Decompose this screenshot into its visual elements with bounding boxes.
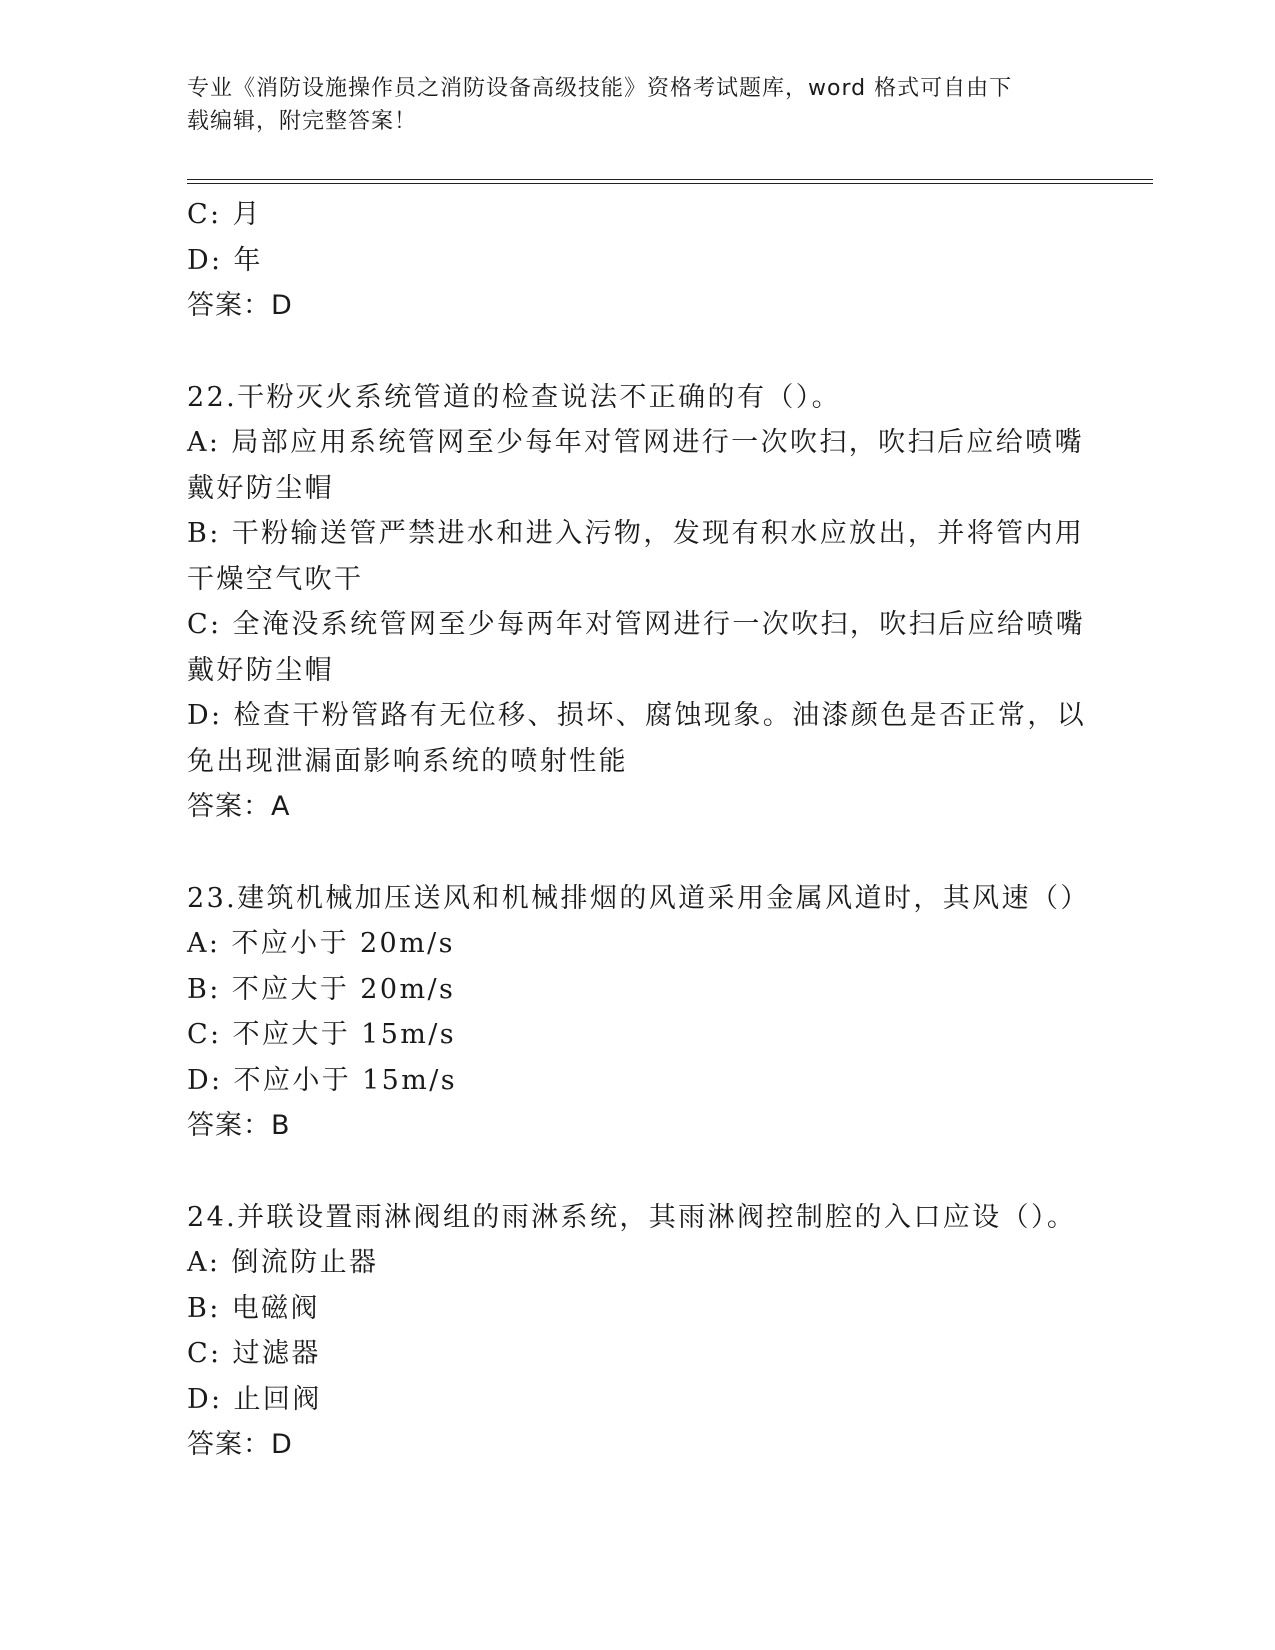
q22-option-d-line1: D: 检查干粉管路有无位移、损坏、腐蚀现象。油漆颜色是否正常，以 <box>187 700 1087 731</box>
q24-option-d: D: 止回阀 <box>187 1383 322 1415</box>
header-divider-bottom <box>187 183 1153 184</box>
q23-option-b: B: 不应大于 20m/s <box>187 973 456 1005</box>
q23-option-d: D: 不应小于 15m/s <box>187 1064 458 1096</box>
q22-answer: 答案：A <box>187 791 291 822</box>
header-line-2: 载编辑，附完整答案！ <box>187 109 418 134</box>
q24-option-a: A: 倒流防止器 <box>187 1247 379 1278</box>
q22-option-d-line2: 免出现泄漏面影响系统的喷射性能 <box>187 745 628 777</box>
q24-answer: 答案：D <box>187 1429 293 1460</box>
q22-option-b-line1: B: 干粉输送管严禁进水和进入污物，发现有积水应放出，并将管内用 <box>187 518 1085 549</box>
q22-option-c-line2: 戴好防尘帽 <box>187 654 334 686</box>
q23-stem: 23.建筑机械加压送风和机械排烟的风道采用金属风道时，其风速（） <box>187 882 1090 914</box>
q22-option-c-line1: C: 全淹没系统管网至少每两年对管网进行一次吹扫，吹扫后应给喷嘴 <box>187 609 1086 640</box>
document-header <box>187 72 1067 138</box>
spacer <box>187 830 1087 876</box>
q24-option-c: C: 过滤器 <box>187 1338 321 1369</box>
q23-option-a: A: 不应小于 20m/s <box>187 928 455 959</box>
q21-option-d: D: 年 <box>187 244 263 276</box>
q22-option-b-line2: 干燥空气吹干 <box>187 563 364 595</box>
spacer <box>187 1149 1087 1195</box>
q21-option-c: C: 月 <box>187 199 262 230</box>
q23-option-c: C: 不应大于 15m/s <box>187 1019 457 1050</box>
q24-stem: 24.并联设置雨淋阀组的雨淋系统，其雨淋阀控制腔的入口应设（）。 <box>187 1201 1077 1233</box>
question-list <box>187 192 1090 1468</box>
q23-answer: 答案：B <box>187 1110 291 1141</box>
q22-option-a-line1: A: 局部应用系统管网至少每年对管网进行一次吹扫，吹扫后应给喷嘴 <box>187 427 1084 458</box>
header-line-1: 专业《消防设施操作员之消防设备高级技能》资格考试题库，word 格式可自由下 <box>187 76 1013 101</box>
header-divider-top <box>187 179 1153 180</box>
q22-option-a-line2: 戴好防尘帽 <box>187 472 334 504</box>
q21-answer: 答案：D <box>187 290 293 321</box>
spacer <box>187 329 1087 375</box>
q24-option-b: B: 电磁阀 <box>187 1292 320 1324</box>
q22-stem: 22.干粉灭火系统管道的检查说法不正确的有（）。 <box>187 381 842 413</box>
